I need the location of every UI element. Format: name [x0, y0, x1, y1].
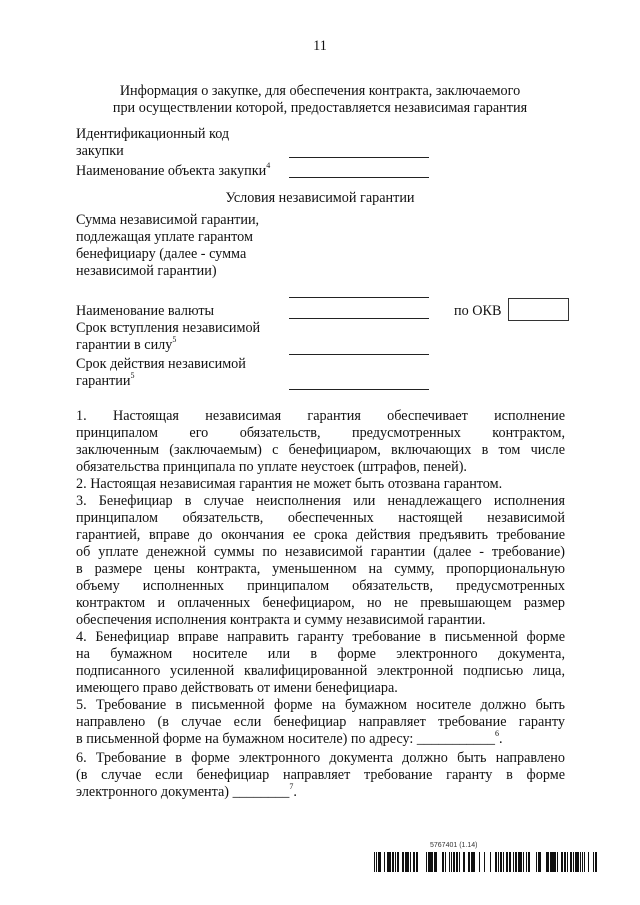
barcode-bar: [551, 852, 552, 872]
barcode-bar: [593, 852, 594, 872]
barcode-bar: [588, 852, 589, 872]
barcode-bar: [528, 852, 529, 872]
barcode-bar: [576, 852, 577, 872]
barcode-bar: [550, 852, 551, 872]
p1-line-3: заключенным (заключаемым) с бенефициаром, включающих в том числе: [76, 442, 565, 458]
barcode-bar: [471, 852, 472, 872]
p3-line-8: обеспечения исполнения контракта и сумму независимой гарантии.: [76, 612, 486, 628]
barcode-bar: [515, 852, 516, 872]
barcode-bar: [445, 852, 446, 872]
p6-line-2: (в случае если бенефициар направляет требование гаранту в форме: [76, 767, 565, 783]
barcode-bar: [513, 852, 514, 872]
p3-line-6: объему исполненных принципалом обязательств, предусмотренных: [76, 578, 565, 594]
barcode-bar: [552, 852, 554, 872]
barcode-bar: [595, 852, 597, 872]
okv-label: по ОКВ: [454, 303, 502, 319]
barcode-bar: [392, 852, 394, 872]
barcode-bar: [584, 852, 585, 872]
barcode-bar: [495, 852, 497, 872]
barcode-bar: [509, 852, 511, 872]
barcode-bar: [416, 852, 417, 872]
conditions-heading: Условия независимой гарантии: [225, 190, 415, 206]
barcode-bar: [449, 852, 450, 872]
barcode-bar: [561, 852, 563, 872]
object-name-label: Наименование объекта закупки$^4$: [76, 161, 271, 179]
barcode-bar: [490, 852, 491, 872]
barcode-bar: [432, 852, 433, 872]
barcode-bar: [582, 852, 583, 872]
barcode-bar: [417, 852, 418, 872]
p5-line-2: направлено (в случае если бенефициар направляет требование гаранту: [76, 714, 565, 730]
p6-line-1: 6. Требование в форме электронного документа должно быть направлено: [76, 750, 565, 766]
p3-line-5: в размере цены контракта, уменьшенном на сумму, пропорциональную: [76, 561, 565, 577]
p3-line-1: 3. Бенефициар в случае неисполнения или ненадлежащего исполнения: [76, 493, 565, 509]
barcode-bar: [459, 852, 460, 872]
p1-line-1: 1. Настоящая независимая гарантия обеспечивает исполнение: [76, 408, 565, 424]
barcode-bar: [472, 852, 473, 872]
term-field[interactable]: [289, 389, 429, 390]
start-field[interactable]: [289, 354, 429, 355]
sum-label-1: Сумма независимой гарантии,: [76, 212, 260, 228]
sum-label-4: независимой гарантии): [76, 263, 217, 279]
barcode-bar: [500, 852, 502, 872]
barcode-bar: [387, 852, 388, 872]
barcode-image: [374, 852, 598, 872]
barcode-bar: [577, 852, 579, 872]
barcode-bar: [431, 852, 432, 872]
barcode-bar: [540, 852, 541, 872]
sum-field[interactable]: [289, 297, 429, 298]
barcode-bar: [442, 852, 444, 872]
barcode-bar: [407, 852, 409, 872]
p2-line-1: 2. Настоящая независимая гарантия не может быть отозвана гарантом.: [76, 476, 503, 492]
barcode-bar: [378, 852, 379, 872]
barcode-bar: [546, 852, 547, 872]
p3-line-3: гарантией, вправе до окончания ее срока действия предъявить требование: [76, 527, 565, 543]
barcode-bar: [538, 852, 540, 872]
p1-line-4: обязательства принципала по уплате неустоек (штрафов, пеней).: [76, 459, 467, 475]
p1-line-2: принципалом его обязательств, предусмотренных контрактом,: [76, 425, 565, 441]
p4-line-4: имеющего право действовать от имени бенефициара.: [76, 680, 398, 696]
barcode-bar: [567, 852, 568, 872]
id-code-label-2: закупки: [76, 143, 124, 159]
barcode-bar: [516, 852, 517, 872]
barcode-bar: [536, 852, 537, 872]
barcode-bar: [397, 852, 399, 872]
barcode-bar: [580, 852, 581, 872]
barcode-bar: [526, 852, 527, 872]
barcode-bar: [384, 852, 385, 872]
term-label-2: гарантии$^5$: [76, 371, 135, 389]
p3-line-4: об уплате денежной суммы по независимой гарантии (далее - требование): [76, 544, 565, 560]
barcode-bar: [402, 852, 404, 872]
barcode-bar: [484, 852, 485, 872]
sum-label-2: подлежащая уплате гарантом: [76, 229, 253, 245]
p6-line-3: электронного документа) ________$^7$.: [76, 782, 297, 800]
p5-line-3: в письменной форме на бумажном носителе) по адресу: ___________$^6$.: [76, 729, 503, 747]
barcode-bar: [564, 852, 566, 872]
barcode-bar: [451, 852, 452, 872]
barcode-bar: [388, 852, 389, 872]
p3-line-7: контрактом и оплаченных бенефициаром, но не превышающем размер: [76, 595, 565, 611]
barcode-bar: [468, 852, 469, 872]
barcode-bar: [454, 852, 455, 872]
barcode-bar: [575, 852, 576, 872]
id-code-label-1: Идентификационный код: [76, 126, 230, 142]
barcode-bar: [410, 852, 411, 872]
heading-line-2: при осуществлении которой, предоставляется независимая гарантия: [112, 100, 528, 116]
barcode-bar: [428, 852, 429, 872]
barcode-bar: [506, 852, 508, 872]
barcode-bar: [389, 852, 391, 872]
barcode-bar: [523, 852, 524, 872]
p4-line-2: на бумажном носителе или в форме электронного документа,: [76, 646, 565, 662]
form-code: 5767401 (1.14): [430, 842, 478, 849]
okv-code-box[interactable]: [508, 298, 569, 321]
barcode-bar: [547, 852, 549, 872]
barcode-bar: [456, 852, 458, 872]
barcode-bar: [374, 852, 375, 872]
page-number: 11: [313, 38, 327, 54]
sum-label-3: бенефициару (далее - сумма: [76, 246, 247, 262]
object-name-field[interactable]: [289, 177, 429, 178]
barcode-bar: [435, 852, 437, 872]
p5-line-1: 5. Требование в письменной форме на бумажном носителе должно быть: [76, 697, 565, 713]
barcode-bar: [426, 852, 427, 872]
barcode-bar: [434, 852, 435, 872]
barcode-bar: [573, 852, 574, 872]
barcode-bar: [395, 852, 396, 872]
term-label-1: Срок действия независимой: [76, 356, 246, 372]
barcode-bar: [405, 852, 407, 872]
currency-field[interactable]: [289, 318, 429, 319]
barcode-bar: [529, 852, 530, 872]
barcode-bar: [554, 852, 556, 872]
p4-line-1: 4. Бенефициар вправе направить гаранту требование в письменной форме: [76, 629, 565, 645]
barcode-bar: [557, 852, 558, 872]
barcode-bar: [498, 852, 499, 872]
start-label-2: гарантии в силу$^5$: [76, 335, 177, 353]
start-label-1: Срок вступления независимой: [76, 320, 261, 336]
barcode-bar: [570, 852, 572, 872]
barcode-bar: [379, 852, 381, 872]
p4-line-3: подписанного усиленной квалифицированной электронной подписью лица,: [76, 663, 565, 679]
barcode-bar: [473, 852, 475, 872]
barcode-bar: [520, 852, 522, 872]
barcode-bar: [413, 852, 415, 872]
barcode-bar: [518, 852, 520, 872]
id-code-field[interactable]: [289, 157, 429, 158]
barcode-bar: [463, 852, 465, 872]
barcode-bar: [376, 852, 377, 872]
currency-label: Наименование валюты: [76, 303, 215, 319]
heading-line-1: Информация о закупке, для обеспечения контракта, заключаемого: [119, 83, 521, 99]
barcode-bar: [469, 852, 470, 872]
barcode-bar: [453, 852, 454, 872]
barcode-bar: [479, 852, 480, 872]
p3-line-2: принципалом обязательств, обеспеченных настоящей независимой: [76, 510, 565, 526]
barcode-bar: [429, 852, 431, 872]
barcode-bar: [503, 852, 504, 872]
